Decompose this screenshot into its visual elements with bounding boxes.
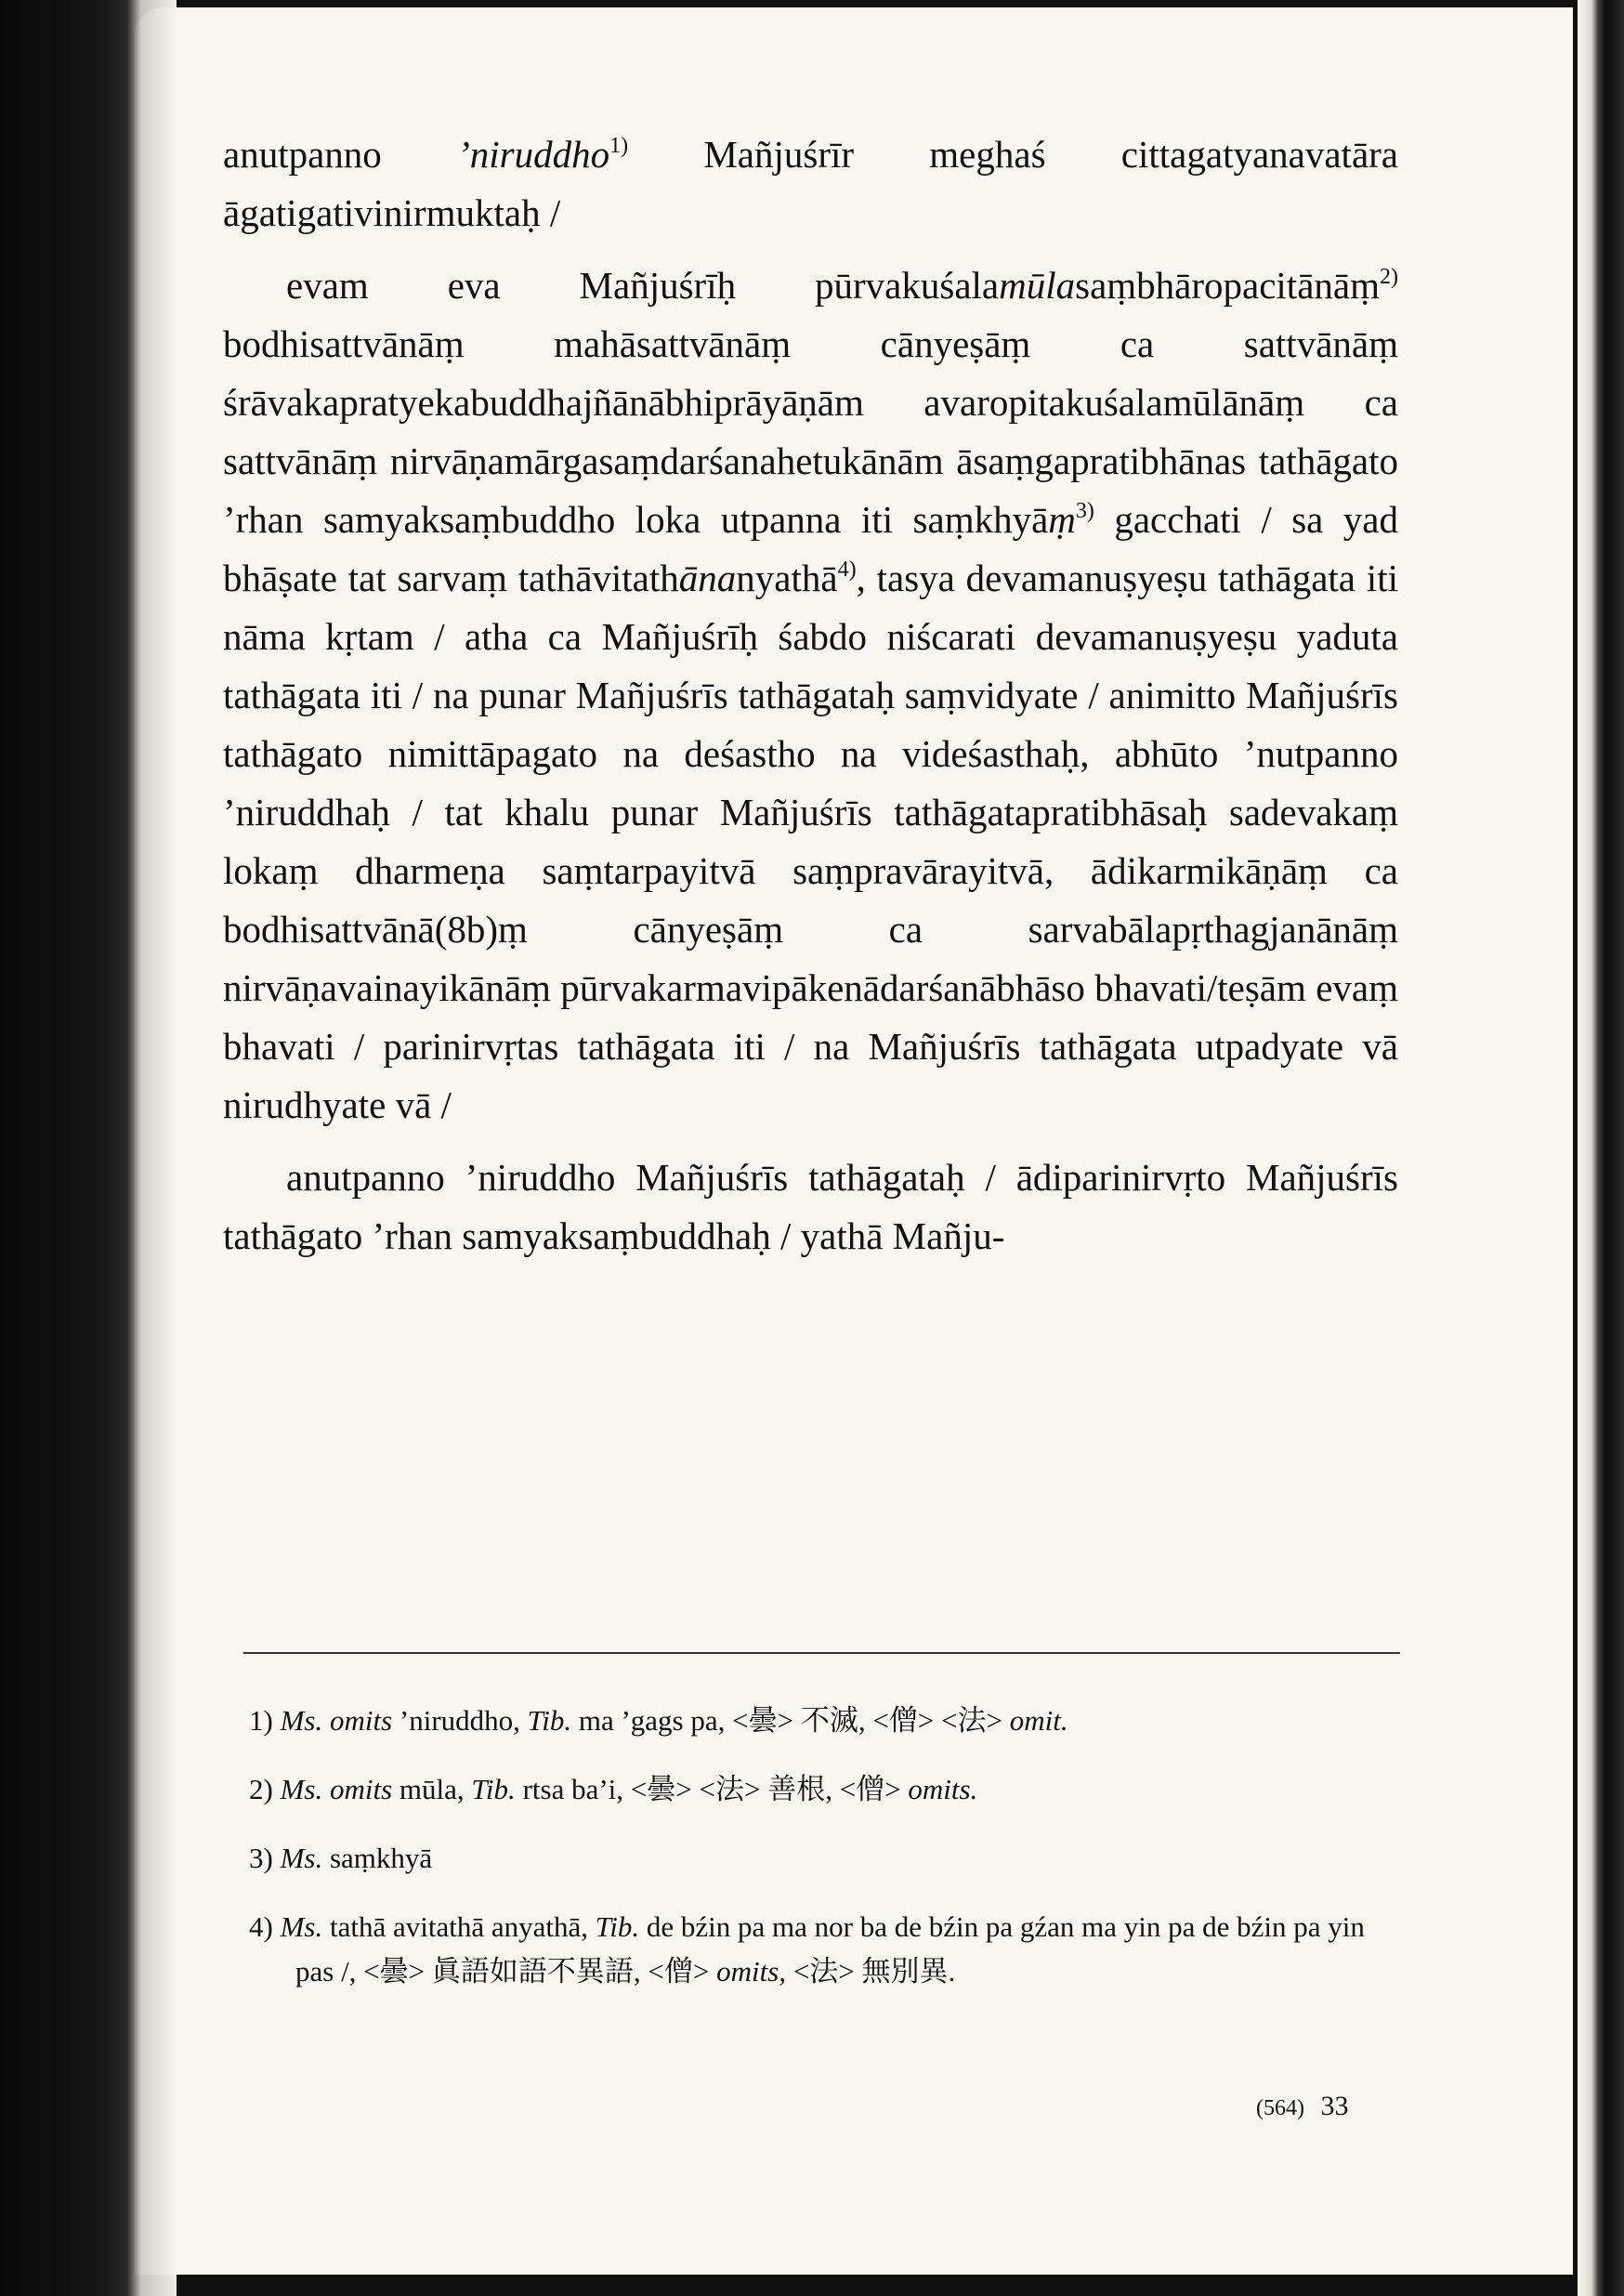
text-segment: Mañjuśrīr meghaś cittagatyanavatāra āgatigativinirmuktaḥ / — [223, 133, 1398, 234]
text-segment: saṃbhāropacitānāṃ — [1075, 264, 1380, 307]
text-segment: nyathā — [736, 557, 838, 599]
page-number — [1256, 2091, 1348, 2122]
text-segment: ṃ — [1048, 498, 1076, 541]
page-edge-right — [1578, 0, 1624, 2296]
text-segment: gacchati / sa yad bhāṣate tat sarvaṃ tathāvitath — [223, 498, 1398, 599]
text-segment: Tib. — [595, 1910, 640, 1943]
footnotes — [249, 1699, 1401, 2018]
text-segment: saṃkhyā — [322, 1842, 433, 1874]
text-segment: rtsa ba’i, <曇> <法> 善根, <僧> — [515, 1773, 909, 1805]
text-segment: Tib. — [471, 1773, 516, 1805]
footnote-2 — [249, 1767, 1401, 1812]
text-segment: 1) — [249, 1704, 281, 1737]
text-segment: anutpanno ’niruddho Mañjuśrīs tathāgataḥ / ādiparinirvṛto Mañjuśrīs tathāgato ’rhan samyaksaṃbuddhaḥ / yathā Mañju- — [223, 1156, 1398, 1257]
text-segment: tathā avitathā anyathā, — [322, 1910, 596, 1943]
main-text — [223, 125, 1398, 1279]
text-segment: omits, — [716, 1955, 787, 1988]
text-segment: Ms. omits — [280, 1704, 393, 1737]
text-segment: Ms. — [280, 1910, 323, 1943]
text-segment: Ms. omits — [280, 1773, 393, 1805]
paragraph-2 — [223, 256, 1398, 1135]
text-segment: evam eva Mañjuśrīḥ pūrvakuśala — [286, 264, 1000, 307]
text-segment: 3) — [249, 1842, 281, 1874]
footnote-3 — [249, 1836, 1401, 1881]
page-number-original: (564) — [1256, 2096, 1304, 2120]
text-segment: mūla — [999, 264, 1076, 307]
footnote-marker: 2) — [1380, 265, 1398, 289]
book-binding-shadow — [0, 0, 177, 2296]
text-segment: 4) — [249, 1910, 281, 1943]
text-segment: ma ’gags pa, <曇> 不滅, <僧> <法> — [571, 1704, 1010, 1737]
text-segment: omits. — [908, 1773, 978, 1805]
text-segment: omit. — [1009, 1704, 1068, 1737]
text-segment: 2) — [249, 1773, 281, 1805]
footnote-rule — [243, 1652, 1400, 1654]
text-segment: Ms. — [280, 1842, 323, 1874]
paragraph-1 — [223, 125, 1398, 243]
page-number-current: 33 — [1320, 2091, 1349, 2121]
footnote-4 — [249, 1905, 1401, 1994]
text-segment: ’niruddho, — [392, 1704, 528, 1737]
text-segment: , tasya devamanuṣyeṣu tathāgata iti nāma kṛtam / atha ca Mañjuśrīḥ śabdo niścarati devamanuṣyeṣu yaduta tathāgata iti / na punar Mañjuśrīs tathāgataḥ saṃvidyate / animitto Mañjuśrīs tathāgato nimittāpagato na deśastho na videśasthaḥ, abhūto ’nutpanno ’niruddhaḥ / tat khalu punar Mañjuśrīs tathāgatapratibhāsaḥ sadevakaṃ lokaṃ dharmeṇa saṃtarpayitvā saṃpravārayitvā, ādikarmikāṇāṃ ca bodhisattvānā(8b)ṃ cānyeṣāṃ ca sarvabālapṛthagjanānāṃ nirvāṇavainayikānāṃ pūrvakarmavipākenādarśanābhāso bhavati/teṣām evaṃ bhavati / parinirvṛtas tathāgata iti / na Mañjuśrīs tathāgata utpadyate vā nirudhyate vā / — [223, 557, 1398, 1126]
text-segment: de bźin pa ma nor ba de bźin pa gźan ma yin pa de bźin pa yin pas /, <曇> 眞語如語不異語, <僧> — [295, 1910, 1365, 1988]
text-segment: mūla, — [392, 1773, 472, 1805]
paragraph-3 — [223, 1148, 1398, 1266]
text-segment: bodhisattvānāṃ mahāsattvānāṃ cānyeṣāṃ ca sattvānāṃ śrāvakapratyekabuddhajñānābhiprāyāṇām avaropitakuśalamūlānāṃ ca sattvānāṃ nirvāṇamārgasaṃdarśanahetukānām āsaṃgapratibhānas tathāgato ’rhan samyaksaṃbuddho loka utpanna iti saṃkhyā — [223, 322, 1398, 541]
text-segment: Tib. — [527, 1704, 572, 1737]
footnote-marker: 4) — [837, 558, 857, 582]
footnote-marker: 1) — [609, 134, 629, 158]
text-segment: ’niruddho — [457, 133, 610, 176]
footnote-1 — [249, 1699, 1401, 1743]
text-segment: <法> 無別異. — [786, 1955, 956, 1988]
text-segment: āna — [678, 557, 737, 599]
footnote-marker: 3) — [1075, 499, 1094, 523]
text-segment: anutpanno — [223, 133, 458, 176]
